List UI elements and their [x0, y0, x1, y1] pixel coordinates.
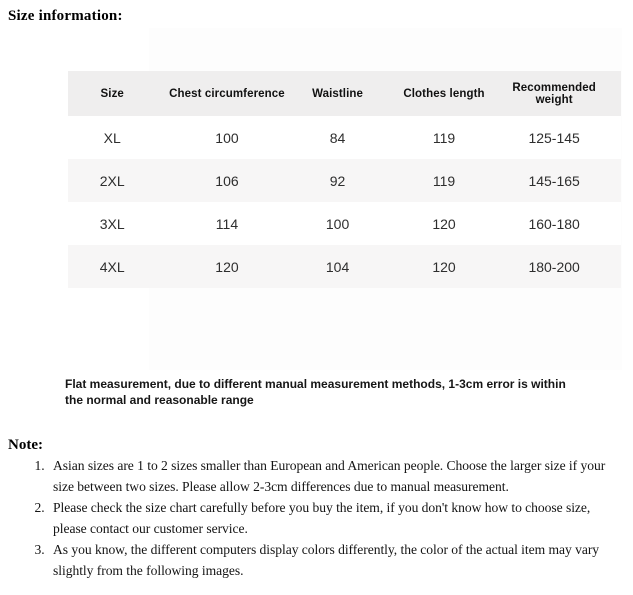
note-item-sizing: 1. Asian sizes are 1 to 2 sizes smaller than European and American people. Choose the larger size if your size between two sizes. Please allow 2-3cm differences due to manual measurement. [48, 455, 626, 497]
cell-chest: 106 [215, 172, 239, 189]
cell-weight: 160-180 [528, 215, 580, 232]
note-item-color-display: 3. As you know, the different computers display colors differently, the color of the actual item may vary slightly from the following images. [48, 539, 626, 581]
cell-waistline: 100 [325, 215, 350, 232]
note-item-size-chart: 2. Please check the size chart carefully before you buy the item, if you don't know how to choose size, please contact our customer service. [48, 497, 626, 539]
cell-length: 120 [432, 258, 456, 275]
cell-waistline: 84 [329, 129, 346, 146]
cell-length: 119 [432, 129, 456, 146]
cell-chest: 120 [215, 258, 239, 275]
cell-length: 120 [432, 215, 456, 232]
column-header-waistline: Waistline [312, 87, 364, 100]
table-row-4xl [68, 245, 621, 288]
column-header-recommended-weight: Recommended weight [512, 81, 596, 106]
cell-size: 2XL [99, 172, 125, 189]
page-title: Size information: [8, 8, 123, 24]
cell-size: 3XL [99, 215, 125, 232]
column-header-clothes-length: Clothes length [403, 87, 485, 100]
cell-size: 4XL [99, 258, 125, 275]
column-header-chest-circumference: Chest circumference [169, 87, 285, 100]
table-header-row [68, 71, 621, 116]
cell-chest: 114 [215, 215, 239, 232]
table-row-xl [68, 116, 621, 159]
measurement-disclaimer: Flat measurement, due to different manual measurement methods, 1-3cm error is within the normal and reasonable range [65, 377, 566, 407]
table-row-3xl [68, 202, 621, 245]
cell-waistline: 104 [325, 258, 350, 275]
column-header-size: Size [100, 87, 124, 100]
notes-heading: Note: [8, 437, 43, 453]
cell-weight: 180-200 [528, 258, 580, 275]
notes-list [8, 455, 626, 581]
cell-size: XL [103, 129, 121, 146]
cell-weight: 145-165 [528, 172, 580, 189]
cell-length: 119 [432, 172, 456, 189]
notes-section [8, 436, 626, 581]
cell-chest: 100 [215, 129, 239, 146]
table-row-2xl [68, 159, 621, 202]
size-table [68, 71, 621, 288]
cell-waistline: 92 [329, 172, 346, 189]
cell-weight: 125-145 [528, 129, 580, 146]
